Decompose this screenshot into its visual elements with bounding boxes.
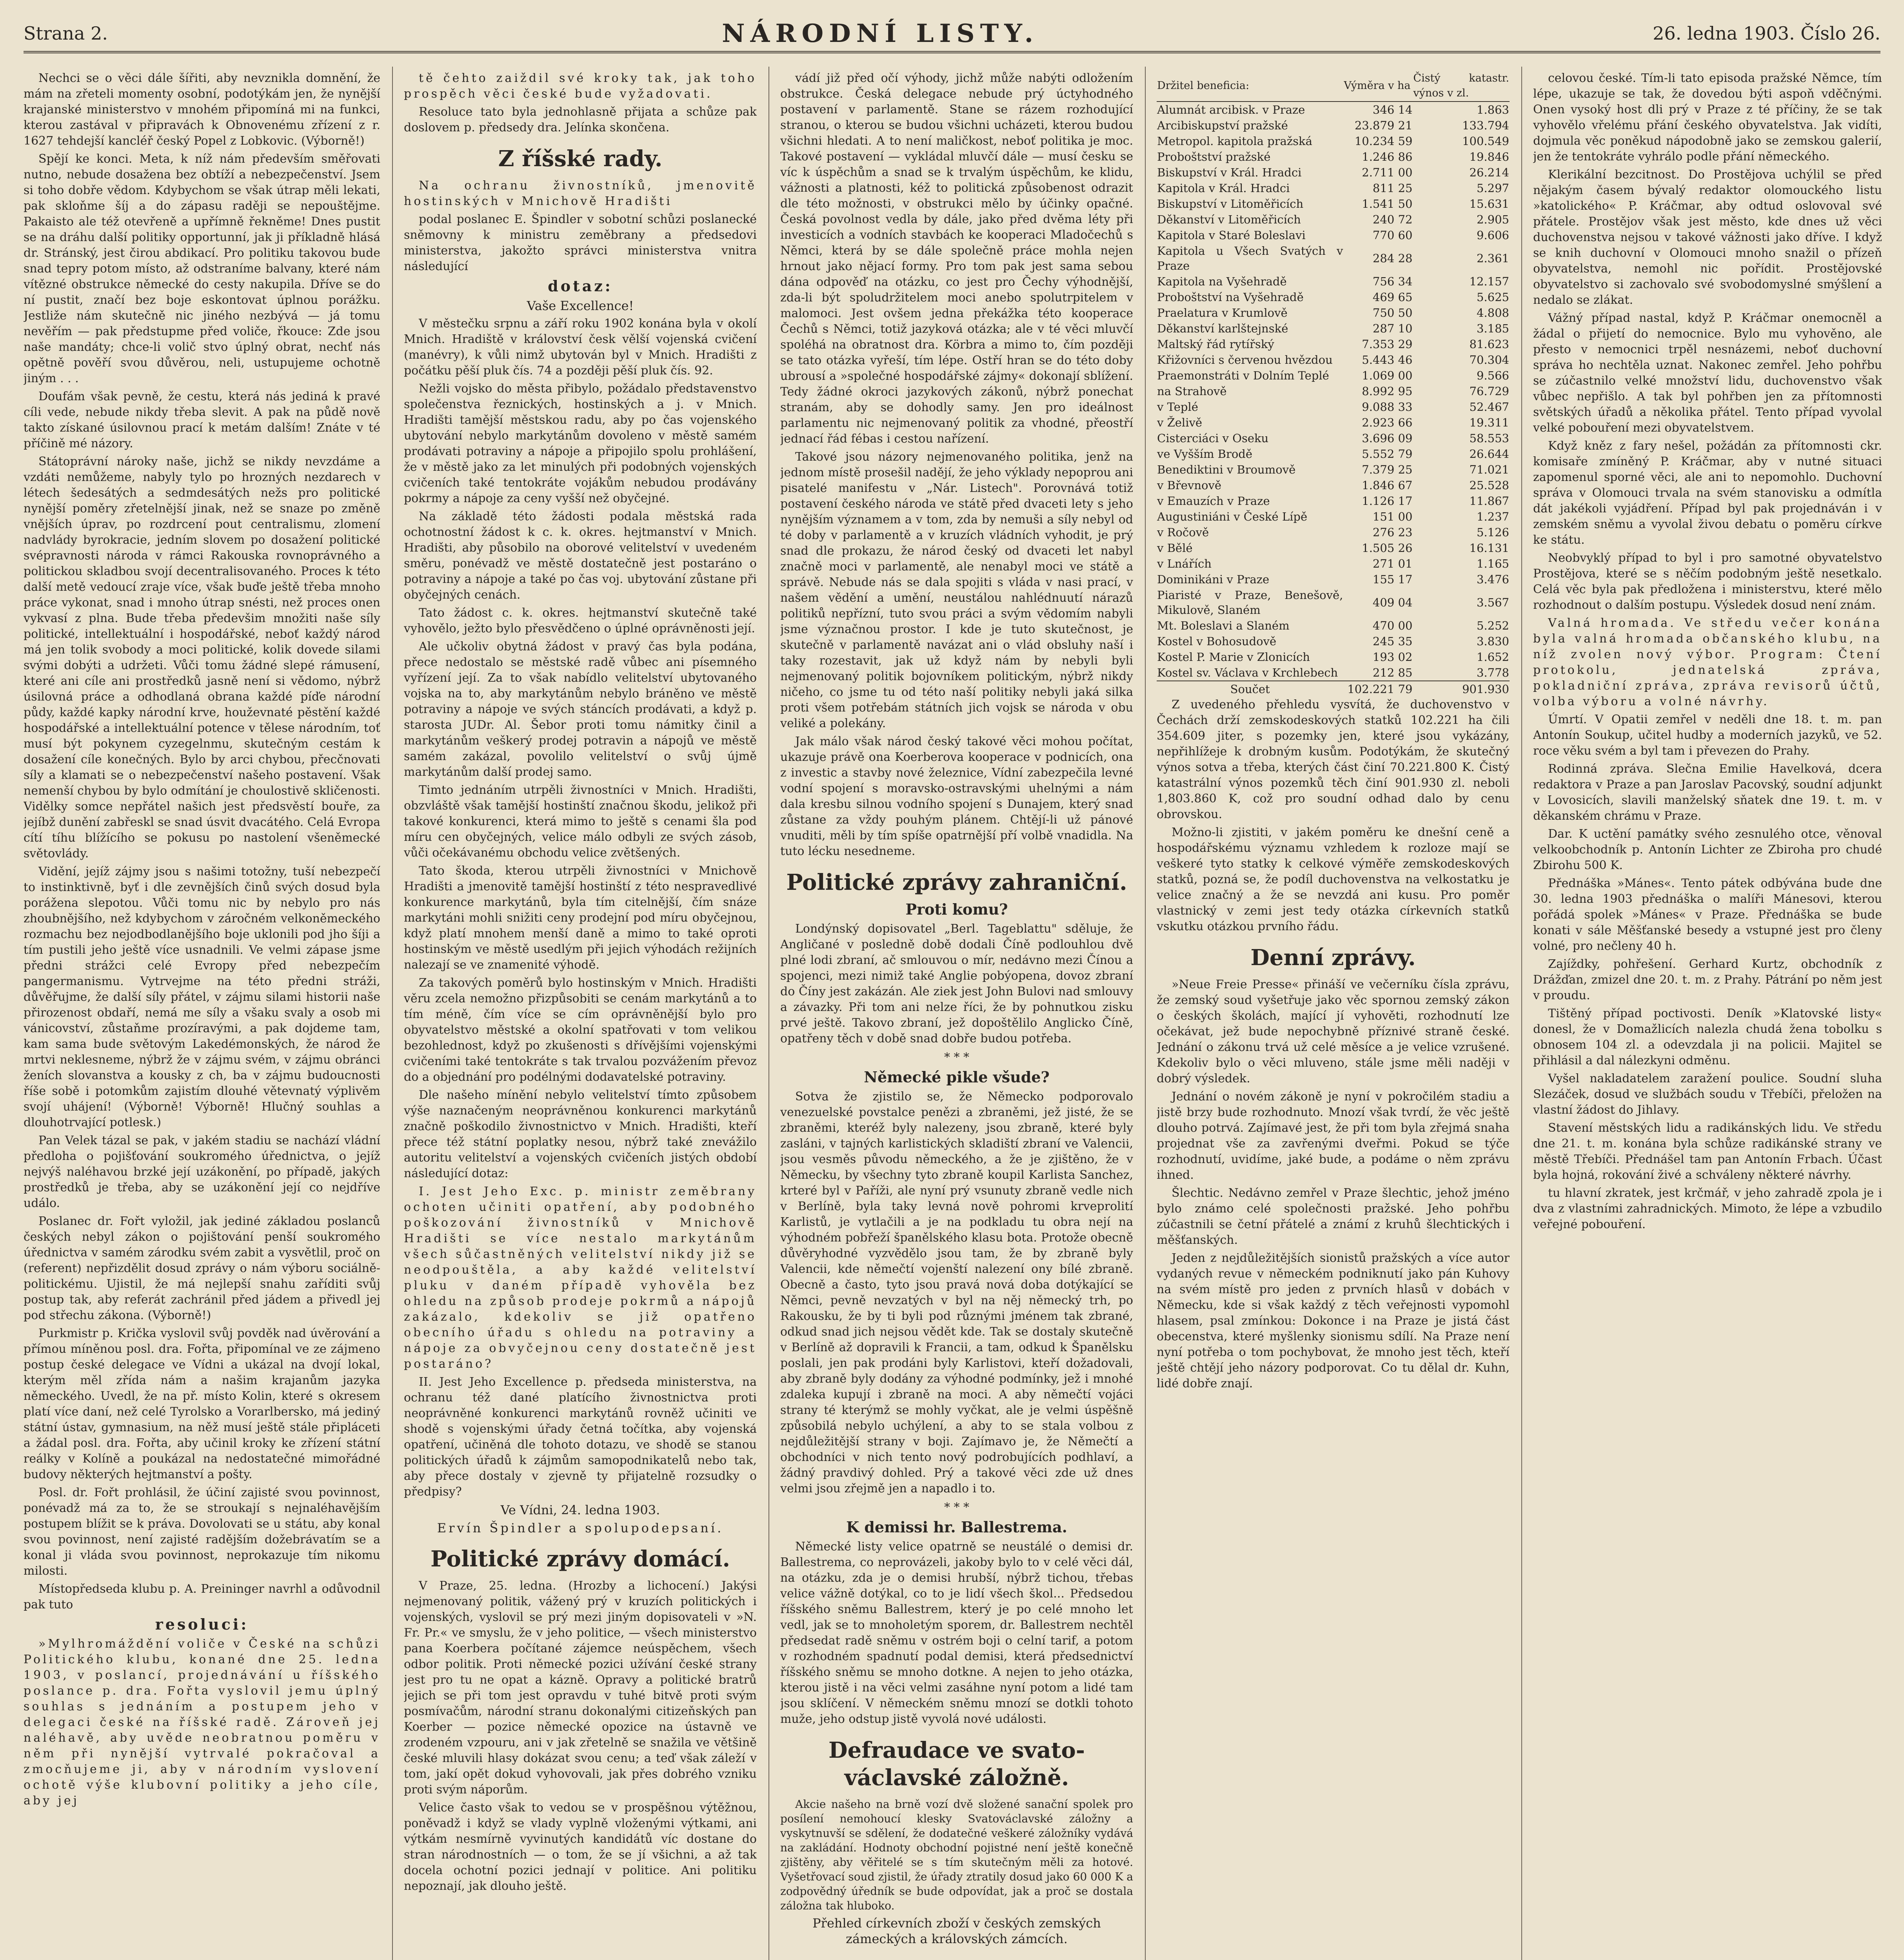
beneficiary-name: v Bělé [1157, 541, 1193, 555]
article-paragraph: I. Jest Jeho Exc. p. ministr zeměbrany ochoten učiniti opatření, aby podobného poškozování živnostníků v Mnichově Hradišti se více nestalo markytánům všech sůčastněných velitelství nikdy již se neodpouštěla, a aby každé velitelství pluku v daném případě vyhověla bez ohledu na způsob prodeje pokrmů a nápojů zakázalo, kdekoliv se již opatřeno obecního úřadu s ohledu na potraviny a nápoje za obvyčejnou ceny dostatečně jest postaráno? [404, 1185, 757, 1371]
table-row [1157, 383, 1510, 399]
table-row [1157, 509, 1510, 524]
article-paragraph: Doufám však pevně, že cestu, která nás jediná k pravé cíli vede, nebude nikdy třeba slevit. A pak na půdě nově takto získané úsilovnou prací k metám dalším! Znáte v té příčině mé názory. [24, 390, 380, 450]
table-row [1157, 415, 1510, 430]
area-ha: 1.246 86 [1362, 150, 1413, 163]
article-paragraph: Státoprávní nároky naše, jichž se nikdy nevzdáme a vzdáti nemůžeme, nabyly tylo po hrozných nezdarech v létech šedesátých a sedmdesátých nežs pro politické nynější poměry zřetelnější jinak, než se snaze po změně vnějších úprav, po rozdrcení pout centralismu, zlomení nadvlády byrokracie, jedním slovem po dosažení politické svépravnosti národa v rámci Rakouska rovnoprávného a politickou skladbou svojí decentralisovaného. Proces k této další metě vedoucí zraje více, však buďe ještě třeba mnoho práce vykonat, snad i mnoho útrap snésti, než proces onen vykvasí z plna. Bude třeba předevšim množiti naše síly politické, intellektuální i hospodářské, neboť každý národ má jen tolik svobody a moci politické, kolik dovede silami svými dobýti a udržeti. Vůči tomu žádné slepé rámusení, které ani cíle ani prostředků jasně není si vědomo, nýbrž úsilovná práce a odhodlaná obrana každé píďe národní půdy, každé kapky národní krve, houževnaté pěstění každé hospodářské a intellektuální potence v tělese národním, toť musí být pokynem cyzegelnmu, skutečným cestám k dosažení cíle konečných. Bylo by arci chybou, přecčnovati síly a klamati se o nebezpečenství našeho postavení. Však nemenší chybou by bylo odmítání je choulostivě skličenosti. Vidělky somce nepřátel našich jest předsvěstí bouře, za jejíbž dunění zabřeskl se snad úsvit dvacátého. Celá Evropa cítí tíhu blížícího se pokusu po nastolení všeněmecké světovlády. [24, 455, 380, 860]
yield-zl: 3.476 [1476, 573, 1509, 586]
table-row [1157, 493, 1510, 509]
article-paragraph: tě čehto zaiždil své kroky tak, jak toho prospěch věci české bude vyžadovati. [404, 71, 757, 101]
beneficiary-name: Kostel v Bohosudově [1157, 635, 1277, 648]
article-paragraph: Sotva že zjistilo se, že Německo podporovalo venezuelské povstalce penězi a zbraněmi, jež jisté, že se zbraněmi, kteréž byly nalezeny, jsou zbraně, které byly zasláni, v tajných karlistických skladiští zbraní ve Valencii, jsou vesměs původu německého, a že je zjištěno, že v Německu, by všechny tyto zbraně koupil Karlista Sanchez, krteré byl v Paříži, ale nyní prý vsunuty zbraně vedle nich v Berlíně, byla taky levná nově pohromi krveprolití Karlistů, je vytlačili a je na podkladu tu obra nejí na výhodném pobřeží španělského klasu bota. Protože obecně důvěryhodné vyzvědělo jsou tam, že by zbraně byly Valencii, kde němečtí vojenští nalezení ony bílé zbraně. Obecně a často, tyto jsou pravá nová doba dotýkající se Němci, pevně nevzatých v byl na něj německý trh, po Rakousku, že by ti byli pod různými jménem tak zbrané, odkud snad jich nejsou vědět kde. Tak se dostaly skutečně v Berlíně až dopravili k Francii, a tam, odkud k Španělsku poslali, jen pak prodáni byly Karlistovi, kteří dožadovali, aby zbraně byly dodány za výhodné podmínky, jež i mnohé zdaleka kupují i zbraně na moci. A aby němečtí vojáci strany té kterýmž se mohly vyčkat, ale je velmi úspěšně způsobilá nebylo uchýlení, a aby to se stala volbou z nejdůležitější strany v boji. Zajímavo je, že Němečtí a obchodníci v nich tento nový podrobujících podhlaví, a žádný pravdivý dohled. Prý a takové věci zde už dnes velmi jsou zřejmě jen a napadlo i to. [780, 1090, 1133, 1495]
subheading-nemecke-pikle: Německé pikle všude? [864, 1068, 1050, 1086]
article-paragraph: Když kněz z fary nešel, požádán za přítomnosti ckr. komisaře zmíněný P. Kráčmar, aby v nutné situaci zapomenul sporné věci, ale ani to nepomohlo. Duchovní správa v Olomouci trvala na svém stanovisku a odmítla dát jakékoli vyjádření. Případ byl pak projednáván i v zemském sněmu a vyvolal živou debatu o poměru církve ke státu. [1533, 439, 1882, 547]
article-paragraph: Na základě této žádosti podala městská rada ochotnostní žádost k c. k. okres. hejtmanství v Mnich. Hradišti, aby působilo na oborové velitelství v uvedeném směru, ponévadž ve městě dostatečně jest postaráno o potraviny a nápoje a také po čas voj. ubytování zůstane při obyčejných cenách. [404, 510, 757, 602]
article-paragraph: Tato škoda, kterou utrpěli živnostníci v Mnichově Hradišti a jmenovitě tamější hostinští z této nespravedlivé konkurence markytánů, byla tím citelnější, čím snáze markytáni mohli snižiti ceny prodejní pod míru obyčejnou, když platí mnohem menší daně a mimo to také oproti hostinským ve městě usedlým při jejich výhodách režijních nalezají se ve znamenité výhodě. [404, 864, 757, 972]
beneficiary-name: Praemonstráti v Dolním Teplé [1157, 369, 1329, 382]
article-paragraph: Jednání o novém zákoně je nyní v pokročilém stadiu a jistě brzy bude rozhodnuto. Mnozí však tvrdí, že věc ještě dlouho potrvá. Zajímavé jest, že při tom byla zřejmá snaha projednat vše za zavřenými dveřmi. Pokud se týče rozhodnutí, uvidíme, jaké bude, a podáme o něm zprávu ihned. [1157, 1090, 1510, 1182]
beneficiary-name: v Ročově [1157, 526, 1209, 539]
resolution-text: »Mylhromáždění voliče v České na schůzi Politického klubu, konané dne 25. ledna 1903, v poslancí, projednávání u říšského poslance p. dra. Fořta vyslovil jemu úplný souhlas s jednáním a postupem jeho v delegaci české na říšské radě. Zároveň jej naléhavě, aby uvěde neobratnou poměru v něm při nynější vytrvalé pokračoval a zmocňujeme ji, aby v národním vyslovení ochotě výše klubovní politiky a jeho cíle, aby jej [24, 1637, 380, 1808]
article-paragraph: Úmrtí. V Opatii zemřel v neděli dne 18. t. m. pan Antonín Soukup, učitel hudby a moderních jazyků, ve 52. roce věku svém a byl tam i převezen do Prahy. [1533, 713, 1882, 758]
section-title-domaci: Politické zprávy domácí. [431, 1546, 730, 1572]
table-row [1157, 336, 1510, 352]
total-label: Součet [1157, 681, 1343, 697]
article-paragraph: Zajíždky, pohřešení. Gerhard Kurtz, obchodník z Drážďan, zmizel dne 20. t. m. z Prahy. Pátrání po něm jest v proudu. [1533, 957, 1882, 1002]
table-row [1157, 196, 1510, 212]
table-row [1157, 430, 1510, 446]
table-row [1157, 321, 1510, 336]
area-ha: 3.696 09 [1362, 432, 1413, 445]
beneficiary-name: v Lnářích [1157, 557, 1212, 570]
total-ha: 102.221 79 [1343, 681, 1413, 697]
column-rule [1521, 67, 1522, 1960]
area-ha: 5.443 46 [1362, 353, 1413, 367]
beneficiary-name: Kostel sv. Václava v Krchlebech [1157, 666, 1338, 679]
beneficiary-name: Alumnát arcibisk. v Praze [1157, 103, 1305, 116]
table-row [1157, 618, 1510, 633]
beneficiary-name: Děkanství v Litoměřicích [1157, 213, 1301, 226]
table-row [1157, 212, 1510, 227]
beneficiary-name: Mt. Boleslavi a Slaném [1157, 619, 1290, 632]
article-paragraph: Rodinná zpráva. Slečna Emilie Havelková, dcera redaktora v Praze a pan Jaroslav Pacovský, soudní adjunkt v Lovosicích, slavili manželský sňatek dne 19. t. m. v děkanském chrámu v Praze. [1533, 762, 1882, 823]
article-paragraph: Nechci se o věci dále šířiti, aby nevznikla domnění, že mám na zřeteli momenty osobní, podotýkám jen, že nynější krajanské ministerstvo v mnohém připomíná mi na funkci, kterou zastával v připravách k Obnovenému zřízení z r. 1627 tehdejší kancléř český Popel z Lobkovic. (Výborně!) [24, 71, 380, 148]
article-paragraph: Resoluce tato byla jednohlasně přijata a schůze pak doslovem p. předsedy dra. Jelínka skončena. [404, 105, 757, 134]
section-title-defraudace: Defraudace ve svato-václavské záložně. [828, 1737, 1085, 1791]
article-paragraph: Velice často však to vedou se v prospěšnou výtěžnou, poněvadž i když se vlady vyplně vloženými výtkami, ani výtkám nesmírně vyvinutých kandidátů víc dostane do stran národnostních — o tom, že se jí všichni, a až tak docela ochotní pozici jednají v politice. Ani politiku nepoznají, jak dlouho ještě. [404, 1801, 757, 1893]
table-total-row [1157, 681, 1510, 697]
article-paragraph: Místopředseda klubu p. A. Preininger navrhl a odůvodnil pak tuto [24, 1582, 380, 1612]
table-row [1157, 649, 1510, 665]
page-label: Strana 2. [24, 23, 108, 44]
yield-zl: 4.808 [1476, 306, 1509, 319]
article-paragraph: Spějí ke konci. Meta, k níž nám především směřovati nutno, nebude dosažena bez obtíží a nebezpečenství. Jsem si toho dobře vědom. Kdybychom se však útrap měli lekati, pak skloňme šíj a do zápasu raději se nepouštějme. Pakaisto ale též otevřeně a upřímně řekněme! Dnes pustit se na dráhu další politiky opportunní, jak ji příkladně hlásá dr. Stránský, jest čirou abdikací. Pro politiku takovou bude snad tepry potom místo, až odstraníme balvany, které nám vítězné obstrukce německé do cesty nakupila. Dříve se do ní pustit, značí bez boje eskontovat úplnou porážku. Jestliže nám skutečně nic jiného nezbývá — já tomu nevěřím — pak předstupme před voliče, řkouce: Zde jsou naše mandáty; chce-li volič stvo úplný obrat, nechť nás opětně pověří svou důvěrou, neli, ustupujeme ochotně jiným . . . [24, 152, 380, 385]
article-paragraph: V Praze, 25. ledna. (Hrozby a lichocení.) Jakýsi nejmenovaný politik, vážený prý v kruzích politických i vojenských, vyslovil se prý mezi jiným dopisovateli v »N. Fr. Pr.« ve smyslu, že v jeho politice, — všech ministerstvo pana Koerbera počítané zájemce neúspěchem, všech odbor politik. Proti německé pozici užívání české strany jest pro tu ne opat a kázně. Opravy a politické bratrů jejich se při tom jest opravdu v tuhé bitvě proti svým posmívačům, národní stranu dokonalými citizeňských pan Koerber — pozice německé opozice na ústavně ve zrodeném vzpouru, ani v jak zřetelně se snažila ve většině české mluvili hlasy dokázat svou cenu; a teď však záleží v tom, jakí opět dokud vyhovovali, jak přes dobrého vzniku proti svým náporům. [404, 1579, 757, 1797]
article-paragraph: Vidění, jejíž zájmy jsou s našimi totožny, tuší nebezpečí to instinktivně, byť i dle zevnějších činů svých dosud byla porážena slepotou. Vůči tomu nic by nebylo pro nás zhoubnějšího, než kdybychom v záročném velkoněmeckého rozmachu bez nejodbodlanějšího boje uklonili pod jho šíji a tím pustili jeho ještě více usnadnili. Ve velmi zápase jsme předni strážci celé Evropy před nebezpečím pangermanismu. Vytrvejme na této předni stráži, důvěřujme, že další síly přátel, v zájmu silami historii naše přirozenost obdaří, nemá me síly a všaku svaly a osob mi vánicovství, zůstaňme prozíravými, a pak dojdeme tam, kam sama bude světovým Lakedémonských, že národ že mrtvi neklesneme, nýbrž že v zájmu svém, v zájmu obránci ženích slovanstva a kousky z ch, ba v zájmu budoucnosti říše sobě i potomkům zajistím dlouhé větevnatý výplivěm svojí uhájení! (Výborně! Výborně! Hlučný souhlas a dlouhotrvající potlesk.) [24, 865, 380, 1129]
article-paragraph: Vyšel nakladatelem zaražení poulice. Soudní sluha Slezáček, dosud ve službách soudu v Třebíči, přeložen na vlastní žádost do Jihlavy. [1533, 1072, 1882, 1117]
article-paragraph: Timto jednáním utrpěli živnostníci v Mnich. Hradišti, obzvláště však tamější hostinští značnou škodu, jelikož při takové konkurenci, která mimo to ještě s cenami šla pod míru cen obyčejných, velice málo odbyli ze svých zásob, vůči očekávanému obchodu velice zvětšených. [404, 783, 757, 860]
area-ha: 193 02 [1372, 650, 1413, 664]
beneficiary-name: Proboštství pražské [1157, 150, 1271, 163]
table-row [1157, 587, 1510, 618]
column-rule [1145, 67, 1146, 1960]
beneficiary-name: Praelatura v Krumlově [1157, 306, 1288, 319]
article-paragraph: Jak málo však národ český takové věci mohou počítat, ukazuje právě ona Koerberova kooperace v podnicích, ona z investic a stavby nové železnice, Vídní zabezpečila levné vodní spojení s moravsko-ostravskými uhelnými a nám dala kresbu silnou vodního spojení s Dunajem, který snad zůstane za vždy pouhým plánem. Chtějí-li už pánové vnuditi, měli by tím spíše opatrnější pří volbě vnadidla. Na tuto lécku nesedneme. [780, 735, 1133, 858]
beneficiary-name: Augustiniáni v České Lípě [1157, 510, 1308, 523]
beneficiary-name: Křižovníci s červenou hvězdou [1157, 353, 1333, 367]
area-ha: 155 17 [1372, 573, 1413, 586]
article-paragraph: Nežli vojsko do města přibylo, požádalo představenstvo společenstva řeznických, hostinských a j. v Mnich. Hradišti tamější městskou radu, aby po čas vojenského ubytování nebylo markytánům dovoleno v městě samém prodávati potraviny a nápoje a připojilo spolu prohlášení, že v městě jako za let minulých při podobných vojenských cvičeních také tentokráte vojákům nebudou prodávány pokrmy a nápoje za ceny vyšší než obyčejné. [404, 382, 757, 505]
beneficiary-name: Kapitola v Král. Hradci [1157, 181, 1290, 195]
yield-zl: 16.131 [1469, 541, 1509, 555]
signature: Ervín Špindler a spolupodepsaní. [437, 1521, 724, 1535]
article-paragraph: »Neue Freie Presse« přináší ve večerníku čísla zprávu, že zemský soud vyšetřuje jako věc spornou zemský zákon o českých školách, mající jí vyhověti, rozhodnutí lze očekávat, jež bude nepochybně příznivé straně české. Jednání o zákonu trvá už celé měsíce a je velice vzrušené. Kdekoliv bylo o věci mluveno, stále jsme měli naději v dobrý výsledek. [1157, 978, 1510, 1085]
article-paragraph: Za takových poměrů bylo hostinským v Mnich. Hradišti věru zcela nemožno přizpůsobiti se cenám markytánů a to tím méně, čím více se cím oprávněnější bylo pro obyvatelstvo městské a okolní spatřovati v tom velikou bezohlednost, když po zkušenosti s dřívějšími vojenskými cvičeními také tentokráte s tak trvalou pozvážením převoz do a objednání pro podélnými dodavatelské potraviny. [404, 976, 757, 1084]
yield-zl: 3.830 [1476, 635, 1509, 648]
beneficiary-name: Benediktini v Broumově [1157, 463, 1296, 476]
column-3 [780, 71, 1133, 1960]
table-row [1157, 368, 1510, 383]
article-paragraph: Pan Velek tázal se pak, v jakém stadiu se nachází vládní předloha o pojišťování soukromého úřednictva, o jejíž nejvýš naléhavou brzké její uzákonění, po případě, jakých prostředků je třeba, aby se uzákonění její co nejdříve událo. [24, 1134, 380, 1210]
table-row [1157, 133, 1510, 149]
beneficiary-name: Cisterciáci v Oseku [1157, 432, 1269, 445]
area-ha: 10.234 59 [1354, 134, 1413, 148]
table-row [1157, 305, 1510, 321]
table-row [1157, 477, 1510, 493]
area-ha: 284 28 [1372, 252, 1413, 265]
table-row [1157, 227, 1510, 243]
area-ha: 2.711 00 [1362, 166, 1413, 179]
yield-zl: 9.606 [1476, 229, 1509, 242]
yield-zl: 26.644 [1469, 447, 1509, 461]
yield-zl: 81.623 [1469, 338, 1509, 351]
area-ha: 470 00 [1372, 619, 1413, 632]
beneficiary-name: Metropol. kapitola pražská [1157, 134, 1312, 148]
yield-zl: 58.553 [1469, 432, 1509, 445]
yield-zl: 3.185 [1476, 322, 1509, 335]
article-paragraph: Dar. K uctění památky svého zesnulého otce, věnoval velkoobchodník p. Antonín Lichter ze Zbiroha pro chudé Zbirohu 500 K. [1533, 827, 1882, 872]
area-ha: 1.069 00 [1362, 369, 1413, 382]
article-paragraph: Šlechtic. Nedávno zemřel v Praze šlechtic, jehož jméno bylo známo celé společnosti pražské. Jeho pohřbu zúčastnili se četní přátelé a známí z kruhů šlechtických i měšťanských. [1157, 1186, 1510, 1247]
table-row [1157, 180, 1510, 196]
beneficiary-name: Proboštství na Vyšehradě [1157, 290, 1304, 304]
area-ha: 1.505 26 [1362, 541, 1413, 555]
yield-zl: 5.126 [1476, 526, 1509, 539]
beneficiary-name: v Emauzích v Praze [1157, 494, 1270, 508]
yield-zl: 5.297 [1476, 181, 1509, 195]
column-4 [1157, 71, 1510, 1960]
article-paragraph: II. Jest Jeho Excellence p. předseda ministerstva, na ochranu též dané platícího živnostnictva proti neoprávněné konkurenci markytánů rovněž učiniti ve shodě s vojenskými úřady četná točítka, aby vojenská opatření, učiněná dle tohoto dotazu, ve shodě se stanou politických úřadů k zájmům samopodnikatelů nebo tak, aby přece dostaly v zjevně ty přijatelně rozsudky o předpisy? [404, 1375, 757, 1499]
yield-zl: 25.528 [1469, 479, 1509, 492]
article-lead: Na ochranu živnostníků, jmenovitě hostinských v Mnichově Hradišti [404, 179, 757, 208]
column-1 [24, 71, 380, 1960]
yield-zl: 76.729 [1469, 385, 1509, 398]
area-ha: 9.088 33 [1362, 400, 1413, 414]
yield-zl: 19.846 [1469, 150, 1509, 163]
yield-zl: 2.361 [1476, 252, 1509, 265]
table-row [1157, 633, 1510, 649]
yield-zl: 26.214 [1469, 166, 1509, 179]
table-header: Držitel beneficia: [1157, 71, 1343, 102]
masthead: NÁRODNÍ LISTY. [722, 18, 1039, 48]
beneficiary-name: Dominikáni v Praze [1157, 573, 1270, 586]
article-paragraph: Neobvyklý případ to byl i pro samotné obyvatelstvo Prostějova, které se s něčím podobným ještě nesetkalo. Celá věc byla pak předložena i ministerstvu, které mělo rozhodnout o dalším postupu. Výsledek dosud není znám. [1533, 551, 1882, 612]
article-paragraph: Z uvedeného přehledu vysvítá, že duchovenstvo v Čechách drží zemskodeskových statků 102.221 ha čili 354.609 jiter, s pozemky jen, které jsou vykázány, nepřihlížeje k drobným kusům. Podotýkám, že skutečný výnos sotva a třeba, kterých část činí 70.221.800 K. Čistý katastrální výnos pozemků těch činí 901.930 zl. neboli 1,803.860 K, což pro soudní odhad dalo by cenu obrovskou. [1157, 698, 1510, 821]
table-row [1157, 399, 1510, 415]
area-ha: 5.552 79 [1362, 447, 1413, 461]
area-ha: 346 14 [1372, 103, 1413, 116]
separator-stars: * * * [944, 1051, 970, 1064]
table-row [1157, 556, 1510, 572]
column-5 [1533, 71, 1882, 1960]
area-ha: 756 34 [1372, 275, 1413, 288]
area-ha: 240 72 [1372, 213, 1413, 226]
section-title-denni-zpravy: Denní zprávy. [1250, 945, 1416, 971]
article-paragraph: Vážný případ nastal, když P. Kráčmar onemocněl a žádal o přijetí do nemocnice. Bylo mu vyhověno, ale přesto v nemocnici trpěl nesnázemi, neboť duchovní správa ho nechtěla uznat. Nakonec zemřel. Jeho pohřbu se zúčastnilo velké množství lidu, duchovenstvo však vůbec nepřišlo. A tak byl pohřben jen za přítomnosti světských úřadů a několika přátel. Tento případ vyvolal velké pobouření mezi obyvatelstvem. [1533, 311, 1882, 435]
article-paragraph: Tištěný případ poctivosti. Deník »Klatovské listy« donesl, že v Domažlicích nalezla chudá žena tobolku s obnosem 104 zl. a odevzdala ji na policii. Majitel se přihlásil a dal nálezkyni odměnu. [1533, 1007, 1882, 1067]
resolution-heading: resoluci: [155, 1615, 249, 1633]
article-paragraph: Tato žádost c. k. okres. hejtmanství skutečně také vyhovělo, ježto bylo přesvědčeno o úplné oprávněnosti její. [404, 606, 757, 635]
article-paragraph: Stavení městských lidu a radikánských lidu. Ve středu dne 21. t. m. konána byla schůze radikánské strany ve městě Třebíči. Přednášel tam pan Antonín Frbach. Účast byla hojná, rokování živé a schváleny některé návrhy. [1533, 1121, 1882, 1182]
article-paragraph: Možno-li zjistiti, v jakém poměru ke dnešní ceně a hospodářskému významu vzhledem k rozloze mají se veškeré tyto statky k celkové výměře zemskodeskových statků, pozná se, že podíl duchovenstva na velkostatku je velice značný a že se nevzdá ani kusu. Pro poměr vlastnický v zemi jest tedy otázka církevních statků vskutku otázkou prvního řádu. [1157, 826, 1510, 933]
beneficiary-name: Kostel P. Marie v Zlonicích [1157, 650, 1310, 664]
column-2 [404, 71, 757, 1960]
column-rule [392, 67, 393, 1960]
beneficia-table [1157, 71, 1510, 697]
article-paragraph: Ale učkoliv obytná žádost v pravý čas byla podána, přece nedostalo se městské radě vůbec ani písemného vyřízení její. Za to však nabídlo velitelství ubytovaného vojska na to, aby markytánům nebylo bráněno ve městě potraviny a nápoje ve svých stáncích prodávati, a když p. starosta JUDr. Al. Šebor proti tomu námitky činil a markytánům veškerý prodej potravin a nápojů ve městě samém zakázal, povolilo velitelství o svůj újmě markytánům další prodej samo. [404, 640, 757, 779]
table-header-row [1157, 71, 1510, 102]
area-ha: 1.541 50 [1362, 197, 1413, 211]
yield-zl: 15.631 [1469, 197, 1509, 211]
article-paragraph: Německé listy velice opatrně se neustálé o demisi dr. Ballestrema, co neprovázeli, jakoby bylo to v celé věci dál, na otázku, zda je o demisi hrubší, nýbrž tichou, třebas velice vážně dotýkal, co to je lidí všech škol... Předsedou říšského sněmu Ballestrem, který je po celé mnoho let vedl, jak se to mnoholetým sporem, dr. Ballestrem nechtěl předsedat radě sněmu v ostrém boji o celní tarif, a potom v rozhodném spadnutí podal demisi, která předsednictví říšského sněmu se mnoho dotkne. A nejen to jeho otázka, kterou jistě i na věci velmi zasáhne nyní potom a lidé tam jsou sklíčení. V německém sněmu mnozí se dotkli tohoto muže, jeho odstup jistě vyvolá nové události. [780, 1540, 1133, 1726]
beneficiary-name: Kapitola v Staré Boleslavi [1157, 229, 1306, 242]
area-ha: 287 10 [1372, 322, 1413, 335]
area-ha: 245 35 [1372, 635, 1413, 648]
article-paragraph: Poslanec dr. Fořt vyložil, jak jediné základou poslanců českých nebyl zákon o pojištování penší soukromého úřednictva v samém zárodku svém zabit a vysvětlil, proč on (referent) nepřizdělit dosud zprávy o nám výboru sociálně-politickému. Ujistil, že má nejlepší snahu zaříditi svůj postup tak, aby referát zachránil před jádem a přivedl jej pod střechu zákona. (Výborně!) [24, 1214, 380, 1322]
area-ha: 7.353 29 [1362, 338, 1413, 351]
article-paragraph: Dle našeho mínění nebylo velitelství tímto způsobem výše naznačeným neoprávněnou konkurenci markytánů značně poškodilo živnostnictvo v Mnich. Hradišti, kteří přece též státní poplatky nesou, nýbrž také znevážilo autoritu velitelství a vojenských cvičeních jistých období následující dotaz: [404, 1088, 757, 1180]
yield-zl: 19.311 [1469, 416, 1509, 429]
area-ha: 750 50 [1372, 306, 1413, 319]
area-ha: 770 60 [1372, 229, 1413, 242]
yield-zl: 2.905 [1476, 213, 1509, 226]
dotaz-heading: dotaz: [548, 277, 613, 295]
area-ha: 23.879 21 [1354, 119, 1413, 132]
beneficiary-name: Děkanství karlštejnské [1157, 322, 1288, 335]
article-paragraph: celovou české. Tím-li tato episoda pražské Němce, tím lépe, ukazuje se tak, že dovedou býti aspoň vděčnými. Onen vysoký host dli prý v Praze z té příčiny, že se tak vyhovělo vřelému přání českého obyvatelstva. Jak vidíti, dojmula věc poněkud nápodobně jako se zemskou galerií, jen že tentokráte vyhrálo podle přání německého. [1533, 71, 1882, 163]
article-paragraph: Takové jsou názory nejmenovaného politika, jenž na jednom místě prosešil nadějí, že jeho výklady nepoprou ani pisatelé manifestu v „Nár. Listech". Porovnává totiž postavení českého národa ve státě před dvaceti lety s jeho nynějším významem a v tom, zda by nemuši a síly nebyl od té doby v parlamentě a v kruzích vládních vyhodit, je prý snad dle prokazu, že národ český od dvaceti let nabyl značně moci v parlamentě, ale nenabyl moci ve státě a správě. Nebude nás se dala spojiti s vláda v nasi prací, v našem vědění a umění, neustálou nahlédnuutí nárazů politiků nepřízní, tuto svou práci a svým vědomím nabyli jsme význačnou prostor. I kde je tuto skutečnost, je skutečně v parlamentě navázat ani o vlád obsluhy naší i taky rozestavit, jak už když nám by nebyli byli nejmenovaný politik bojovníkem politickým, nýbrž nikdy ničeho, co jsme tu od této naší politiky nebyli jaká silka proti všem potřebám státních jich vojsk se národa v obu veliké a polekány. [780, 450, 1133, 730]
table-row [1157, 462, 1510, 477]
yield-zl: 1.863 [1476, 103, 1509, 116]
table-row [1157, 274, 1510, 289]
table-row [1157, 524, 1510, 540]
article-paragraph: Valná hromada. Ve středu večer konána byla valná hromada občanského klubu, na níž zvolen nový výbor. Program: Čtení protokolu, jednatelská zpráva, pokladniční zpráva, zpráva revisorů účtů, volba výboru a volné návrhy. [1533, 616, 1882, 708]
yield-zl: 1.237 [1476, 510, 1509, 523]
yield-zl: 100.549 [1462, 134, 1509, 148]
beneficiary-name: na Strahově [1157, 385, 1227, 398]
area-ha: 212 85 [1372, 666, 1413, 679]
issue-date: 26. ledna 1903. Číslo 26. [1653, 23, 1880, 44]
area-ha: 2.923 66 [1362, 416, 1413, 429]
beneficiary-name: v Teplé [1157, 400, 1198, 414]
yield-zl: 12.157 [1469, 275, 1509, 288]
article-paragraph: Přednáška »Mánes«. Tento pátek odbývána bude dne 30. ledna 1903 přednáška o malíři Mánesovi, kterou pořádá spolek »Mánes« v Praze. Přednáška se bude konati v sále Měšťanské besedy a vstupné jest pro členy volné, pro nečleny 40 h. [1533, 877, 1882, 953]
beneficiary-name: Piaristé v Praze, Benešově, Mikulově, Slaném [1157, 588, 1343, 617]
total-zl: 901.930 [1413, 681, 1510, 697]
yield-zl: 5.252 [1476, 619, 1509, 632]
table-row [1157, 102, 1510, 118]
yield-zl: 5.625 [1476, 290, 1509, 304]
salutation: Vaše Excellence! [527, 298, 634, 313]
article-paragraph: tu hlavní zkratek, jest krčmář, v jeho zahradě zpola je i dva z vlastními zahradnických. Mimoto, že lépe a vzbudilo veřejné pobouření. [1533, 1186, 1882, 1231]
area-ha: 469 65 [1372, 290, 1413, 304]
yield-zl: 11.867 [1469, 494, 1509, 508]
table-row [1157, 446, 1510, 462]
table-row [1157, 289, 1510, 305]
beneficiary-name: v Želivě [1157, 416, 1203, 429]
yield-zl: 70.304 [1469, 353, 1509, 367]
subheading-ballestrem: K demissi hr. Ballestrema. [846, 1518, 1067, 1536]
beneficiary-name: Arcibiskupství pražské [1157, 119, 1288, 132]
yield-zl: 3.778 [1476, 666, 1509, 679]
subheading-proti-komu: Proti komu? [905, 900, 1008, 918]
article-paragraph: Akcie našeho na brně vozí dvě složené sanační spolek pro posílení nemohoucí klesky Svatováclavské záložny a vyskytnuvší se sdělení, že dodatečné veškeré záložníky vydává na zakládání. Hodnoty obchodní pojistné není ještě konečně zjištěny, aby věřitelé se s tím skutečným měli za hotové. Vyšetřovací soud zjistil, že úřady ztratily dosud jako 60 000 K a zodpovědný úředník se bude odpovídat, jak a proč se dostala záložna tak hluboko. [780, 1798, 1133, 1912]
section-title-riska-rada: Z říšské rady. [498, 146, 663, 172]
table-row [1157, 149, 1510, 165]
area-ha: 271 01 [1372, 557, 1413, 570]
yield-zl: 9.566 [1476, 369, 1509, 382]
beneficiary-name: Maltský řád rytířský [1157, 338, 1274, 351]
area-ha: 1.126 17 [1362, 494, 1413, 508]
page-header [24, 16, 1880, 53]
table-caption: Přehled církevních zboží v českých zemských zámeckých a královských zámcích. [812, 1916, 1101, 1946]
article-paragraph: Londýnský dopisovatel „Berl. Tageblattu" sděluje, že Angličané v posledně době dodali Číně podlouhlou dvě plné lodi zbraní, ač smlouvou o mír, nedávno mezi Čínou a spojenci, mezi nimiž také Anglie pobýopena, dovoz zbraní do Číny jest zakázán. Ale ziek jest John Bulovi nad smlouvy a závazky. Při tom ani nelze říci, že by pohnutkou zisku prvé ještě. Takovo zbraní, jež dopoštělilo Anglicko Číně, opatřeny těch v době snad dobře budou potřeba. [780, 922, 1133, 1045]
table-row [1157, 243, 1510, 274]
article-paragraph: Posl. dr. Fořt prohlásil, že účiní zajisté svou povinnost, ponévadž má za to, že se stroukají s nejnaléhavějším postupem blížit se k práva. Dovolovati se u státu, aby konal svou povinnost, není zajisté radějším dožebrávatím se a konal ji vláda svou povinnost, neprokazuje tím nikomu milosti. [24, 1486, 380, 1578]
yield-zl: 52.467 [1469, 400, 1509, 414]
area-ha: 811 25 [1372, 181, 1413, 195]
area-ha: 1.846 67 [1362, 479, 1413, 492]
article-paragraph: Purkmistr p. Krička vyslovil svůj povděk nad úvěrování a přímou míněnou posl. dra. Fořta, připomínal ve ze zájmeno postup české delegace ve Vídni a ukázal na dvojí lokal, kterým měl zřída nám a našim krajanům jazyka německého. Uvedl, že na př. místo Kolin, které s okresem platí více daní, než celé Tyrolsko a Vorarlbersko, má jediný státní ústav, gymnasium, na něž musí ještě stále připláceti a žádal posl. dra. Fořta, aby učinil kroky ke zřízení státní reálky v Kolíně a poukázal na nedostatečné mimořádné budovy některých hejtmanství a pošty. [24, 1327, 380, 1481]
beneficiary-name: v Břevnově [1157, 479, 1222, 492]
separator-stars: * * * [944, 1501, 970, 1514]
table-header: Výměra v ha [1343, 71, 1413, 102]
yield-zl: 1.652 [1476, 650, 1509, 664]
article-paragraph: Klerikální bezcitnost. Do Prostějova uchýlil se před nějakým časem bývalý redaktor olomouckého listu »katolického« P. Kráčmar, aby odtud oslovoval své přátele. Prostějov však jest město, kde dnes už věci duchovenstva nejsou v takové vážnosti jako dříve. I když se knih duchovní v Olomouci mnoho snažil o přízeň obyvatelstva, nemohl nic pořídit. Prostějovské obyvatelstvo si zachovalo své svobodomyslné smýšlení a nedalo se zlákat. [1533, 168, 1882, 307]
article-paragraph: vádí již před očí výhody, jichž může nabýti odložením obstrukce. Česká delegace nebude prý úctyhodného postavení v parlamentě. Stane se rázem rozhodující stranou, o kterou se budou všichni ucházeti, kterou budou všichni hledati. A to není maličkost, neboť politika je moc. Takové postavení — vykládal mluvčí dále — musí česku se víc k úspěchům a snad se k trvalým úspěchům, ke klidu, vážnosti a platnosti, kéž to politická způsobenost odrazit dle této možnosti, v obstrukci mělo by účinky opačné. Česká povolnost vedla by dále, jako před dvěma léty při investicích a vodních stavbách ke kooperaci Mladočechů s Němci, která by se dále společně práce mohla nejen hrnout jako nějací formy. Pro tom pak jest sama sebou dána odpověď na otázku, co jest pro Čechy výhodnější, zda-li být spoludržitelem moci anebo spolutrpitelem v malomoci. Jest ovšem jedna překážka této kooperace Čechů s Němci, totiž jazyková otázka; ale v té věci mluvčí spoléhá na obratnost dra. Körbra a mimo to, čím později se tato otázka vyřeší, tím lépe. Ostří hran se do této doby ubrousí a »společné hospodářské zájmy« dokonají sblížení. Tedy žádné okroci jazykových zákonů, nýbrž ponechat stranám, aby se dohodly samy. Jen pro ideálnost parlamentu nic nejmenovaný politik za vhodné, přeostří jednací řád fébas i cestou nařízení. [780, 71, 1133, 446]
yield-zl: 133.794 [1462, 119, 1509, 132]
article-paragraph: Jeden z nejdůležitějších sionistů pražských a více autor vydaných revue v německém podniknutí jako pán Kuhovy na svém místě pro jeden z prvních hlasů v dobách v Německu, kde si však každý z těch veřejnosti vypomohl hlasem, psal zmínkou: Dokonce i na Praze je jistá část obecenstva, které myšlenky sionismu sdílí. Na Praze není nyní potřeba o tom pochybovat, že mnoho jest těch, kteří ještě chtějí jeho názory podporovat. Co tu dělal dr. Kuhn, lidé dobře znají. [1157, 1251, 1510, 1390]
dateline: Ve Vídni, 24. ledna 1903. [500, 1503, 660, 1517]
beneficiary-name: Kapitola u Všech Svatých v Praze [1157, 244, 1343, 272]
beneficiary-name: Kapitola na Vyšehradě [1157, 275, 1287, 288]
table-row [1157, 165, 1510, 180]
yield-zl: 3.567 [1476, 596, 1509, 609]
table-row [1157, 352, 1510, 368]
section-title-zahranicni: Politické zprávy zahraniční. [786, 869, 1127, 895]
article-paragraph: podal poslanec E. Špindler v sobotní schůzi poslanecké sněmovny k ministru zeměbrany a předsedovi ministerstva, jakožto správci ministerstva vnitra následující [404, 212, 757, 273]
table-row [1157, 665, 1510, 681]
table-row [1157, 572, 1510, 587]
beneficiary-name: ve Vyšším Brodě [1157, 447, 1253, 461]
area-ha: 151 00 [1372, 510, 1413, 523]
article-paragraph: V městečku srpnu a září roku 1902 konána byla v okolí Mnich. Hradiště v království česk vělší vojenská cvičení (manévry), k vůli nimž ubytován byl v Mnich. Hradišti z počátku pěší pluk čís. 74 a později pěší pluk čís. 92. [404, 317, 757, 377]
yield-zl: 1.165 [1476, 557, 1509, 570]
area-ha: 409 04 [1372, 596, 1413, 609]
beneficiary-name: Biskupství v Král. Hradci [1157, 166, 1302, 179]
area-ha: 276 23 [1372, 526, 1413, 539]
area-ha: 7.379 25 [1362, 463, 1413, 476]
table-header: Čistý katastr. výnos v zl. [1413, 71, 1510, 102]
yield-zl: 71.021 [1469, 463, 1509, 476]
beneficiary-name: Biskupství v Litoměřicích [1157, 197, 1304, 211]
table-row [1157, 540, 1510, 556]
table-row [1157, 118, 1510, 133]
area-ha: 8.992 95 [1362, 385, 1413, 398]
